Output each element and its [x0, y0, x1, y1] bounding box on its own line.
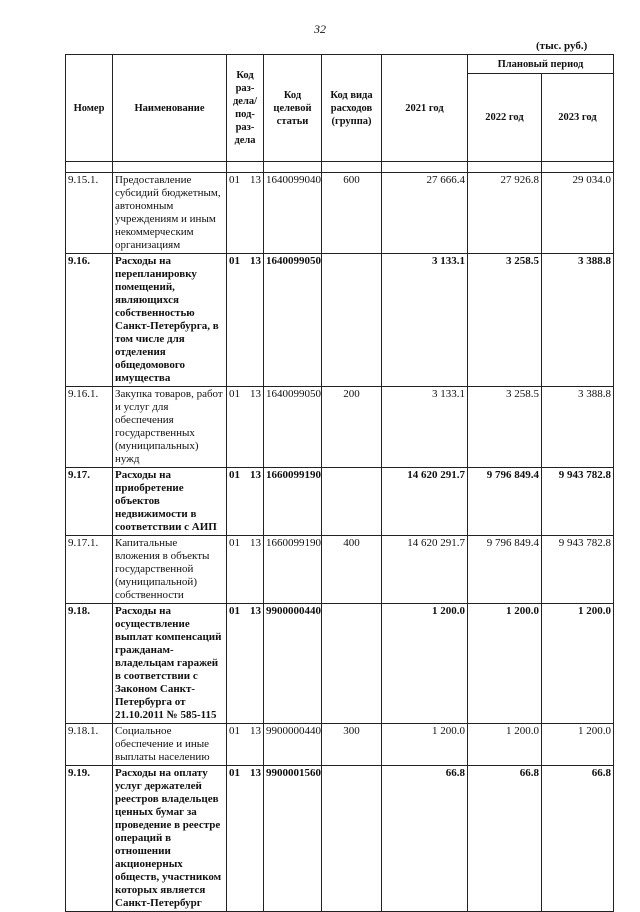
header-expense-code: Код вида расходов (группа): [322, 55, 382, 162]
subsection-code: 13: [250, 605, 261, 617]
row-section-code: [227, 536, 264, 604]
spacer-cell: [113, 162, 227, 173]
row-2023: 9 943 782.8: [542, 536, 614, 604]
row-2023: 66.8: [542, 766, 614, 912]
row-2023: 3 388.8: [542, 254, 614, 387]
row-expense-code: [322, 468, 382, 536]
spacer-cell: [264, 162, 322, 173]
row-expense-code: 200: [322, 387, 382, 468]
row-name: Расходы на осуществление выплат компенсаций гражданам-владельцам гаражей в соответствии с Законом Санкт-Петербурга от 21.10.2011 № 585-115: [113, 604, 227, 724]
section-code: 01: [229, 605, 240, 617]
table-row: [66, 536, 614, 604]
subsection-code: 13: [250, 255, 261, 267]
row-name: Капитальные вложения в объекты государственной (муниципальной) собственности: [113, 536, 227, 604]
row-2023: 1 200.0: [542, 604, 614, 724]
table-row: [66, 387, 614, 468]
table-row: [66, 173, 614, 254]
row-2022: 9 796 849.4: [468, 468, 542, 536]
subsection-code: 13: [250, 537, 261, 549]
row-number: 9.16.: [66, 254, 113, 387]
page-number: 32: [314, 22, 326, 36]
header-target-code: Код целевой статьи: [264, 55, 322, 162]
row-expense-code: 600: [322, 173, 382, 254]
row-target-code: 9900001560: [264, 766, 322, 912]
row-2022: 66.8: [468, 766, 542, 912]
row-target-code: 1640099050: [264, 254, 322, 387]
row-number: 9.15.1.: [66, 173, 113, 254]
row-expense-code: [322, 604, 382, 724]
row-2021: 1 200.0: [382, 604, 468, 724]
spacer-cell: [227, 162, 264, 173]
table-row: [66, 724, 614, 766]
section-code: 01: [229, 174, 240, 186]
spacer-cell: [66, 162, 113, 173]
table-row: [66, 254, 614, 387]
header-plan-period: Плановый период: [468, 55, 614, 74]
row-2023: 3 388.8: [542, 387, 614, 468]
row-target-code: 1660099190: [264, 468, 322, 536]
spacer-cell: [382, 162, 468, 173]
row-2022: 1 200.0: [468, 604, 542, 724]
table-row: [66, 468, 614, 536]
row-2022: 27 926.8: [468, 173, 542, 254]
row-number: 9.19.: [66, 766, 113, 912]
row-name: Социальное обеспечение и иные выплаты населению: [113, 724, 227, 766]
row-section-code: [227, 724, 264, 766]
spacer-cell: [542, 162, 614, 173]
subsection-code: 13: [250, 767, 261, 779]
row-name: Расходы на перепланировку помещений, являющихся собственностью Санкт-Петербурга, в том числе для отделения общедомового имущества: [113, 254, 227, 387]
row-2021: 14 620 291.7: [382, 468, 468, 536]
row-number: 9.18.1.: [66, 724, 113, 766]
section-code: 01: [229, 725, 240, 737]
row-2021: 3 133.1: [382, 387, 468, 468]
section-code: 01: [229, 255, 240, 267]
header-2021: 2021 год: [382, 55, 468, 162]
header-2023: 2023 год: [542, 74, 614, 162]
table-row: [66, 604, 614, 724]
row-2022: 3 258.5: [468, 387, 542, 468]
table-row: [66, 766, 614, 912]
row-expense-code: [322, 254, 382, 387]
row-section-code: [227, 254, 264, 387]
row-target-code: 9900000440: [264, 604, 322, 724]
row-section-code: [227, 173, 264, 254]
row-name: Расходы на оплату услуг держателей реестров владельцев ценных бумаг за проведение в реестре операций в отношении акционерных обществ, участником которых является Санкт-Петербург: [113, 766, 227, 912]
row-number: 9.17.1.: [66, 536, 113, 604]
row-number: 9.16.1.: [66, 387, 113, 468]
row-2022: 3 258.5: [468, 254, 542, 387]
row-2023: 29 034.0: [542, 173, 614, 254]
row-expense-code: 300: [322, 724, 382, 766]
section-code: 01: [229, 767, 240, 779]
subsection-code: 13: [250, 388, 261, 400]
header-section-code: Код раз-дела/ под-раз-дела: [227, 55, 264, 162]
units-label: (тыс. руб.): [536, 40, 588, 52]
budget-table: [65, 54, 614, 912]
subsection-code: 13: [250, 469, 261, 481]
row-expense-code: 400: [322, 536, 382, 604]
row-target-code: 1660099190: [264, 536, 322, 604]
row-2022: 9 796 849.4: [468, 536, 542, 604]
spacer-cell: [468, 162, 542, 173]
header-number: Номер: [66, 55, 113, 162]
row-expense-code: [322, 766, 382, 912]
header-name: Наименование: [113, 55, 227, 162]
row-2021: 27 666.4: [382, 173, 468, 254]
row-name: Предоставление субсидий бюджетным, автономным учреждениям и иным некоммерческим организациям: [113, 173, 227, 254]
row-2021: 14 620 291.7: [382, 536, 468, 604]
row-2021: 3 133.1: [382, 254, 468, 387]
row-target-code: 9900000440: [264, 724, 322, 766]
row-section-code: [227, 387, 264, 468]
section-code: 01: [229, 388, 240, 400]
row-2021: 1 200.0: [382, 724, 468, 766]
row-2023: 1 200.0: [542, 724, 614, 766]
header-2022: 2022 год: [468, 74, 542, 162]
row-2022: 1 200.0: [468, 724, 542, 766]
row-number: 9.18.: [66, 604, 113, 724]
subsection-code: 13: [250, 725, 261, 737]
spacer-cell: [322, 162, 382, 173]
row-section-code: [227, 766, 264, 912]
subsection-code: 13: [250, 174, 261, 186]
row-target-code: 1640099050: [264, 387, 322, 468]
section-code: 01: [229, 537, 240, 549]
row-2021: 66.8: [382, 766, 468, 912]
row-2023: 9 943 782.8: [542, 468, 614, 536]
row-name: Расходы на приобретение объектов недвижимости в соответствии с АИП: [113, 468, 227, 536]
section-code: 01: [229, 469, 240, 481]
row-section-code: [227, 468, 264, 536]
row-section-code: [227, 604, 264, 724]
row-name: Закупка товаров, работ и услуг для обеспечения государственных (муниципальных) нужд: [113, 387, 227, 468]
row-number: 9.17.: [66, 468, 113, 536]
row-target-code: 1640099040: [264, 173, 322, 254]
